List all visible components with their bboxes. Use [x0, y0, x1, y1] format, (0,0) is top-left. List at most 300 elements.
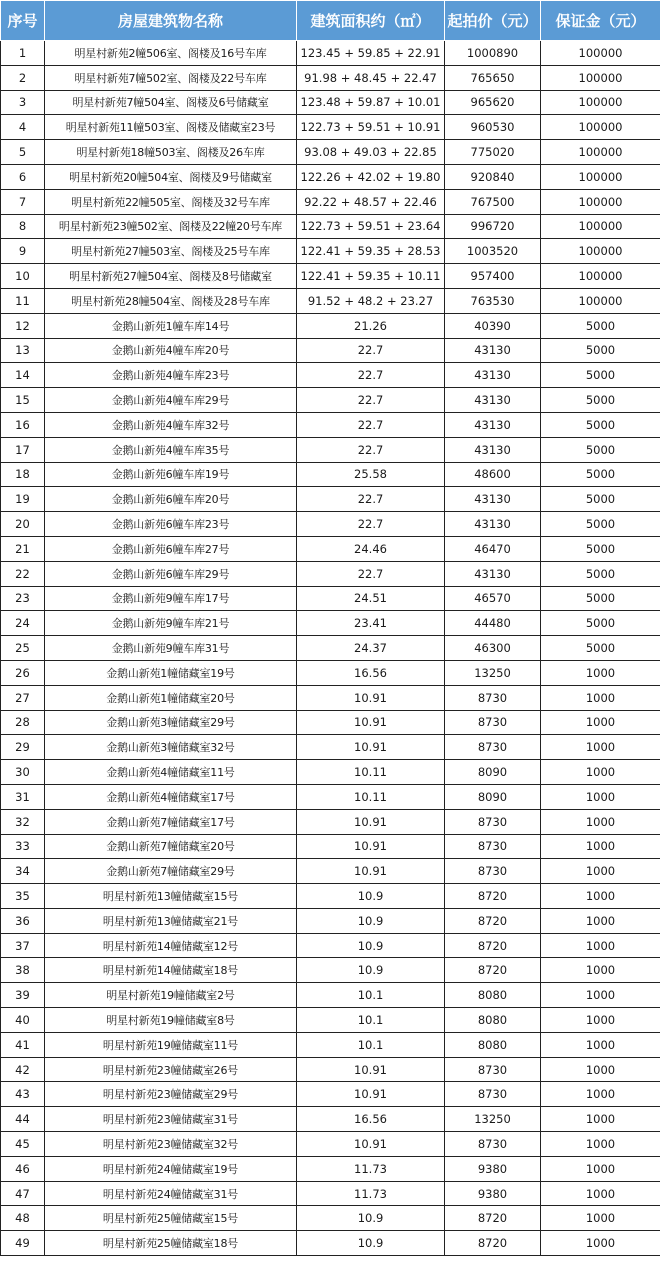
cell-starting-price: 920840: [445, 164, 541, 189]
table-row: [1, 735, 660, 760]
cell-floor-area: 10.9: [297, 958, 445, 983]
cell-floor-area: 22.7: [297, 412, 445, 437]
cell-starting-price: 43130: [445, 487, 541, 512]
cell-index: 42: [1, 1057, 45, 1082]
cell-floor-area: 122.73 + 59.51 + 23.64: [297, 214, 445, 239]
cell-floor-area: 11.73: [297, 1156, 445, 1181]
table-row: [1, 586, 660, 611]
cell-floor-area: 122.26 + 42.02 + 19.80: [297, 164, 445, 189]
cell-index: 14: [1, 363, 45, 388]
cell-deposit: 1000: [541, 685, 660, 710]
table-row: [1, 115, 660, 140]
table-row: [1, 214, 660, 239]
cell-deposit: 5000: [541, 487, 660, 512]
table-row: [1, 264, 660, 289]
cell-starting-price: 43130: [445, 512, 541, 537]
table-row: [1, 41, 660, 66]
cell-index: 10: [1, 264, 45, 289]
cell-index: 44: [1, 1107, 45, 1132]
cell-deposit: 5000: [541, 536, 660, 561]
header-property-name: 房屋建筑物名称: [45, 1, 297, 41]
cell-starting-price: 8720: [445, 1206, 541, 1231]
cell-property-name: 金鹅山新苑7幢储藏室20号: [45, 834, 297, 859]
cell-floor-area: 10.91: [297, 1057, 445, 1082]
cell-index: 24: [1, 611, 45, 636]
cell-deposit: 100000: [541, 214, 660, 239]
table-row: [1, 908, 660, 933]
cell-starting-price: 996720: [445, 214, 541, 239]
cell-index: 4: [1, 115, 45, 140]
cell-deposit: 5000: [541, 512, 660, 537]
cell-floor-area: 10.11: [297, 760, 445, 785]
cell-deposit: 1000: [541, 1132, 660, 1157]
table-row: [1, 65, 660, 90]
cell-deposit: 5000: [541, 437, 660, 462]
cell-property-name: 明星村新苑23幢储藏室26号: [45, 1057, 297, 1082]
cell-starting-price: 8730: [445, 1132, 541, 1157]
table-row: [1, 1206, 660, 1231]
table-row: [1, 760, 660, 785]
cell-floor-area: 10.1: [297, 1032, 445, 1057]
cell-index: 27: [1, 685, 45, 710]
cell-index: 20: [1, 512, 45, 537]
header-starting-price: 起拍价（元）: [445, 1, 541, 41]
table-row: [1, 884, 660, 909]
cell-deposit: 5000: [541, 636, 660, 661]
cell-floor-area: 122.41 + 59.35 + 10.11: [297, 264, 445, 289]
cell-deposit: 1000: [541, 1206, 660, 1231]
cell-starting-price: 8730: [445, 834, 541, 859]
cell-index: 5: [1, 140, 45, 165]
cell-index: 2: [1, 65, 45, 90]
cell-starting-price: 43130: [445, 363, 541, 388]
cell-floor-area: 24.46: [297, 536, 445, 561]
cell-deposit: 100000: [541, 189, 660, 214]
cell-property-name: 明星村新苑23幢储藏室32号: [45, 1132, 297, 1157]
cell-property-name: 明星村新苑20幢504室、阁楼及9号储藏室: [45, 164, 297, 189]
cell-property-name: 明星村新苑25幢储藏室18号: [45, 1231, 297, 1256]
cell-property-name: 金鹅山新苑4幢车库29号: [45, 388, 297, 413]
cell-property-name: 明星村新苑23幢储藏室29号: [45, 1082, 297, 1107]
cell-property-name: 金鹅山新苑9幢车库17号: [45, 586, 297, 611]
cell-deposit: 100000: [541, 90, 660, 115]
cell-starting-price: 775020: [445, 140, 541, 165]
cell-index: 1: [1, 41, 45, 66]
cell-starting-price: 957400: [445, 264, 541, 289]
cell-starting-price: 960530: [445, 115, 541, 140]
cell-floor-area: 10.91: [297, 834, 445, 859]
table-row: [1, 412, 660, 437]
table-body: [1, 41, 660, 1256]
cell-property-name: 明星村新苑19幢储藏室11号: [45, 1032, 297, 1057]
cell-floor-area: 22.7: [297, 512, 445, 537]
cell-deposit: 5000: [541, 363, 660, 388]
cell-starting-price: 1003520: [445, 239, 541, 264]
cell-property-name: 金鹅山新苑9幢车库21号: [45, 611, 297, 636]
cell-index: 22: [1, 561, 45, 586]
table-row: [1, 1057, 660, 1082]
cell-starting-price: 8090: [445, 784, 541, 809]
cell-index: 6: [1, 164, 45, 189]
cell-deposit: 100000: [541, 264, 660, 289]
cell-starting-price: 43130: [445, 412, 541, 437]
cell-property-name: 金鹅山新苑9幢车库31号: [45, 636, 297, 661]
cell-property-name: 金鹅山新苑1幢储藏室19号: [45, 660, 297, 685]
cell-starting-price: 46570: [445, 586, 541, 611]
cell-index: 17: [1, 437, 45, 462]
cell-property-name: 明星村新苑28幢504室、阁楼及28号车库: [45, 288, 297, 313]
cell-starting-price: 8730: [445, 1082, 541, 1107]
cell-deposit: 5000: [541, 388, 660, 413]
cell-floor-area: 10.9: [297, 1206, 445, 1231]
cell-starting-price: 8720: [445, 908, 541, 933]
cell-floor-area: 21.26: [297, 313, 445, 338]
cell-deposit: 1000: [541, 908, 660, 933]
cell-property-name: 明星村新苑11幢503室、阁楼及储藏室23号: [45, 115, 297, 140]
cell-floor-area: 91.52 + 48.2 + 23.27: [297, 288, 445, 313]
cell-starting-price: 43130: [445, 437, 541, 462]
cell-property-name: 金鹅山新苑4幢车库35号: [45, 437, 297, 462]
cell-index: 36: [1, 908, 45, 933]
cell-property-name: 金鹅山新苑6幢车库20号: [45, 487, 297, 512]
table-row: [1, 611, 660, 636]
cell-deposit: 100000: [541, 41, 660, 66]
cell-property-name: 明星村新苑23幢储藏室31号: [45, 1107, 297, 1132]
cell-property-name: 明星村新苑25幢储藏室15号: [45, 1206, 297, 1231]
cell-starting-price: 46470: [445, 536, 541, 561]
table-header: [1, 1, 660, 41]
cell-deposit: 100000: [541, 115, 660, 140]
cell-starting-price: 8090: [445, 760, 541, 785]
cell-floor-area: 93.08 + 49.03 + 22.85: [297, 140, 445, 165]
cell-deposit: 1000: [541, 1107, 660, 1132]
cell-property-name: 金鹅山新苑4幢车库32号: [45, 412, 297, 437]
cell-index: 45: [1, 1132, 45, 1157]
cell-property-name: 金鹅山新苑7幢储藏室17号: [45, 809, 297, 834]
cell-starting-price: 43130: [445, 388, 541, 413]
table-row: [1, 90, 660, 115]
cell-property-name: 金鹅山新苑4幢储藏室17号: [45, 784, 297, 809]
cell-property-name: 金鹅山新苑7幢储藏室29号: [45, 859, 297, 884]
cell-starting-price: 8730: [445, 685, 541, 710]
cell-deposit: 1000: [541, 834, 660, 859]
cell-floor-area: 11.73: [297, 1181, 445, 1206]
cell-index: 46: [1, 1156, 45, 1181]
table-row: [1, 313, 660, 338]
cell-floor-area: 123.45 + 59.85 + 22.91: [297, 41, 445, 66]
cell-deposit: 1000: [541, 760, 660, 785]
cell-deposit: 5000: [541, 313, 660, 338]
table-row: [1, 784, 660, 809]
table-row: [1, 1132, 660, 1157]
cell-deposit: 1000: [541, 710, 660, 735]
cell-floor-area: 10.91: [297, 735, 445, 760]
cell-index: 7: [1, 189, 45, 214]
table-row: [1, 462, 660, 487]
table-row: [1, 512, 660, 537]
table-row: [1, 363, 660, 388]
cell-starting-price: 965620: [445, 90, 541, 115]
table-row: [1, 536, 660, 561]
table-row: [1, 958, 660, 983]
cell-starting-price: 765650: [445, 65, 541, 90]
cell-floor-area: 22.7: [297, 561, 445, 586]
cell-index: 19: [1, 487, 45, 512]
cell-floor-area: 22.7: [297, 338, 445, 363]
table-row: [1, 1032, 660, 1057]
cell-index: 29: [1, 735, 45, 760]
cell-property-name: 明星村新苑7幢504室、阁楼及6号储藏室: [45, 90, 297, 115]
cell-floor-area: 10.1: [297, 1008, 445, 1033]
cell-index: 40: [1, 1008, 45, 1033]
cell-floor-area: 23.41: [297, 611, 445, 636]
cell-deposit: 100000: [541, 140, 660, 165]
cell-index: 28: [1, 710, 45, 735]
cell-floor-area: 122.41 + 59.35 + 28.53: [297, 239, 445, 264]
cell-starting-price: 40390: [445, 313, 541, 338]
cell-property-name: 明星村新苑19幢储藏室2号: [45, 983, 297, 1008]
cell-starting-price: 8720: [445, 933, 541, 958]
cell-starting-price: 8730: [445, 809, 541, 834]
cell-index: 30: [1, 760, 45, 785]
cell-property-name: 明星村新苑23幢502室、阁楼及22幢20号车库: [45, 214, 297, 239]
cell-floor-area: 10.9: [297, 933, 445, 958]
cell-deposit: 1000: [541, 1082, 660, 1107]
cell-starting-price: 8730: [445, 1057, 541, 1082]
cell-property-name: 金鹅山新苑3幢储藏室32号: [45, 735, 297, 760]
cell-property-name: 明星村新苑24幢储藏室31号: [45, 1181, 297, 1206]
table-row: [1, 1156, 660, 1181]
cell-deposit: 1000: [541, 1032, 660, 1057]
cell-index: 25: [1, 636, 45, 661]
table-row: [1, 1008, 660, 1033]
cell-index: 12: [1, 313, 45, 338]
cell-property-name: 金鹅山新苑4幢车库23号: [45, 363, 297, 388]
cell-starting-price: 43130: [445, 338, 541, 363]
cell-deposit: 1000: [541, 1008, 660, 1033]
cell-starting-price: 8720: [445, 884, 541, 909]
cell-property-name: 金鹅山新苑1幢车库14号: [45, 313, 297, 338]
cell-index: 3: [1, 90, 45, 115]
table-row: [1, 660, 660, 685]
cell-floor-area: 91.98 + 48.45 + 22.47: [297, 65, 445, 90]
cell-floor-area: 10.91: [297, 710, 445, 735]
table-row: [1, 1107, 660, 1132]
cell-starting-price: 9380: [445, 1156, 541, 1181]
cell-index: 47: [1, 1181, 45, 1206]
cell-floor-area: 16.56: [297, 1107, 445, 1132]
cell-starting-price: 8080: [445, 1008, 541, 1033]
cell-property-name: 明星村新苑13幢储藏室21号: [45, 908, 297, 933]
cell-floor-area: 92.22 + 48.57 + 22.46: [297, 189, 445, 214]
cell-floor-area: 123.48 + 59.87 + 10.01: [297, 90, 445, 115]
cell-property-name: 金鹅山新苑6幢车库27号: [45, 536, 297, 561]
cell-property-name: 明星村新苑14幢储藏室18号: [45, 958, 297, 983]
cell-floor-area: 10.91: [297, 1132, 445, 1157]
cell-property-name: 明星村新苑13幢储藏室15号: [45, 884, 297, 909]
cell-property-name: 金鹅山新苑6幢车库29号: [45, 561, 297, 586]
cell-deposit: 5000: [541, 586, 660, 611]
table-row: [1, 1231, 660, 1256]
table-row: [1, 859, 660, 884]
cell-floor-area: 10.9: [297, 908, 445, 933]
cell-starting-price: 1000890: [445, 41, 541, 66]
cell-starting-price: 43130: [445, 561, 541, 586]
cell-index: 15: [1, 388, 45, 413]
cell-property-name: 金鹅山新苑1幢储藏室20号: [45, 685, 297, 710]
cell-index: 13: [1, 338, 45, 363]
cell-deposit: 100000: [541, 239, 660, 264]
table-row: [1, 388, 660, 413]
cell-floor-area: 22.7: [297, 437, 445, 462]
cell-index: 35: [1, 884, 45, 909]
cell-starting-price: 763530: [445, 288, 541, 313]
cell-index: 43: [1, 1082, 45, 1107]
cell-property-name: 明星村新苑7幢502室、阁楼及22号车库: [45, 65, 297, 90]
cell-index: 49: [1, 1231, 45, 1256]
cell-deposit: 100000: [541, 164, 660, 189]
cell-starting-price: 8730: [445, 710, 541, 735]
cell-floor-area: 10.1: [297, 983, 445, 1008]
cell-deposit: 1000: [541, 784, 660, 809]
cell-property-name: 金鹅山新苑6幢车库23号: [45, 512, 297, 537]
cell-index: 38: [1, 958, 45, 983]
cell-floor-area: 25.58: [297, 462, 445, 487]
table-row: [1, 1082, 660, 1107]
table-row: [1, 338, 660, 363]
cell-deposit: 1000: [541, 859, 660, 884]
cell-floor-area: 24.51: [297, 586, 445, 611]
cell-starting-price: 13250: [445, 1107, 541, 1132]
cell-starting-price: 8730: [445, 735, 541, 760]
cell-index: 18: [1, 462, 45, 487]
cell-floor-area: 10.91: [297, 859, 445, 884]
table-row: [1, 140, 660, 165]
cell-property-name: 明星村新苑24幢储藏室19号: [45, 1156, 297, 1181]
cell-property-name: 明星村新苑2幢506室、阁楼及16号车库: [45, 41, 297, 66]
header-floor-area: 建筑面积约（㎡）: [297, 1, 445, 41]
cell-floor-area: 10.91: [297, 1082, 445, 1107]
cell-deposit: 5000: [541, 462, 660, 487]
table-row: [1, 437, 660, 462]
cell-floor-area: 10.11: [297, 784, 445, 809]
cell-floor-area: 10.91: [297, 685, 445, 710]
table-row: [1, 189, 660, 214]
table-row: [1, 1181, 660, 1206]
cell-deposit: 1000: [541, 1156, 660, 1181]
cell-starting-price: 48600: [445, 462, 541, 487]
cell-deposit: 1000: [541, 933, 660, 958]
table-row: [1, 164, 660, 189]
cell-starting-price: 8720: [445, 1231, 541, 1256]
cell-floor-area: 22.7: [297, 487, 445, 512]
cell-property-name: 明星村新苑19幢储藏室8号: [45, 1008, 297, 1033]
cell-deposit: 5000: [541, 412, 660, 437]
cell-deposit: 1000: [541, 809, 660, 834]
cell-starting-price: 767500: [445, 189, 541, 214]
cell-property-name: 明星村新苑22幢505室、阁楼及32号车库: [45, 189, 297, 214]
cell-property-name: 金鹅山新苑6幢车库19号: [45, 462, 297, 487]
cell-starting-price: 8080: [445, 983, 541, 1008]
table-row: [1, 834, 660, 859]
header-row: [1, 1, 660, 41]
cell-floor-area: 22.7: [297, 388, 445, 413]
cell-index: 48: [1, 1206, 45, 1231]
cell-index: 34: [1, 859, 45, 884]
cell-index: 33: [1, 834, 45, 859]
cell-deposit: 100000: [541, 65, 660, 90]
cell-floor-area: 10.91: [297, 809, 445, 834]
cell-starting-price: 8720: [445, 958, 541, 983]
cell-starting-price: 46300: [445, 636, 541, 661]
cell-property-name: 明星村新苑27幢503室、阁楼及25号车库: [45, 239, 297, 264]
cell-deposit: 1000: [541, 983, 660, 1008]
cell-index: 26: [1, 660, 45, 685]
table-row: [1, 809, 660, 834]
cell-starting-price: 8730: [445, 859, 541, 884]
cell-deposit: 5000: [541, 338, 660, 363]
cell-starting-price: 44480: [445, 611, 541, 636]
cell-deposit: 5000: [541, 611, 660, 636]
cell-property-name: 金鹅山新苑4幢储藏室11号: [45, 760, 297, 785]
cell-deposit: 1000: [541, 660, 660, 685]
cell-starting-price: 8080: [445, 1032, 541, 1057]
cell-index: 21: [1, 536, 45, 561]
table-row: [1, 288, 660, 313]
cell-index: 9: [1, 239, 45, 264]
cell-index: 37: [1, 933, 45, 958]
cell-deposit: 1000: [541, 1057, 660, 1082]
table-row: [1, 636, 660, 661]
cell-deposit: 1000: [541, 1181, 660, 1206]
cell-property-name: 明星村新苑27幢504室、阁楼及8号储藏室: [45, 264, 297, 289]
cell-deposit: 1000: [541, 884, 660, 909]
cell-deposit: 1000: [541, 1231, 660, 1256]
cell-starting-price: 13250: [445, 660, 541, 685]
table-row: [1, 983, 660, 1008]
cell-index: 32: [1, 809, 45, 834]
cell-deposit: 100000: [541, 288, 660, 313]
cell-floor-area: 10.9: [297, 1231, 445, 1256]
cell-property-name: 金鹅山新苑3幢储藏室29号: [45, 710, 297, 735]
cell-floor-area: 16.56: [297, 660, 445, 685]
table-row: [1, 685, 660, 710]
cell-index: 41: [1, 1032, 45, 1057]
table-row: [1, 933, 660, 958]
cell-starting-price: 9380: [445, 1181, 541, 1206]
table-row: [1, 561, 660, 586]
cell-index: 23: [1, 586, 45, 611]
cell-deposit: 1000: [541, 735, 660, 760]
header-deposit: 保证金（元）: [541, 1, 660, 41]
table-row: [1, 239, 660, 264]
cell-property-name: 金鹅山新苑4幢车库20号: [45, 338, 297, 363]
cell-deposit: 1000: [541, 958, 660, 983]
cell-index: 11: [1, 288, 45, 313]
cell-property-name: 明星村新苑18幢503室、阁楼及26车库: [45, 140, 297, 165]
cell-index: 39: [1, 983, 45, 1008]
cell-floor-area: 22.7: [297, 363, 445, 388]
cell-property-name: 明星村新苑14幢储藏室12号: [45, 933, 297, 958]
table-row: [1, 710, 660, 735]
cell-floor-area: 24.37: [297, 636, 445, 661]
cell-floor-area: 122.73 + 59.51 + 10.91: [297, 115, 445, 140]
cell-index: 31: [1, 784, 45, 809]
table-row: [1, 487, 660, 512]
cell-deposit: 5000: [541, 561, 660, 586]
cell-index: 16: [1, 412, 45, 437]
cell-index: 8: [1, 214, 45, 239]
